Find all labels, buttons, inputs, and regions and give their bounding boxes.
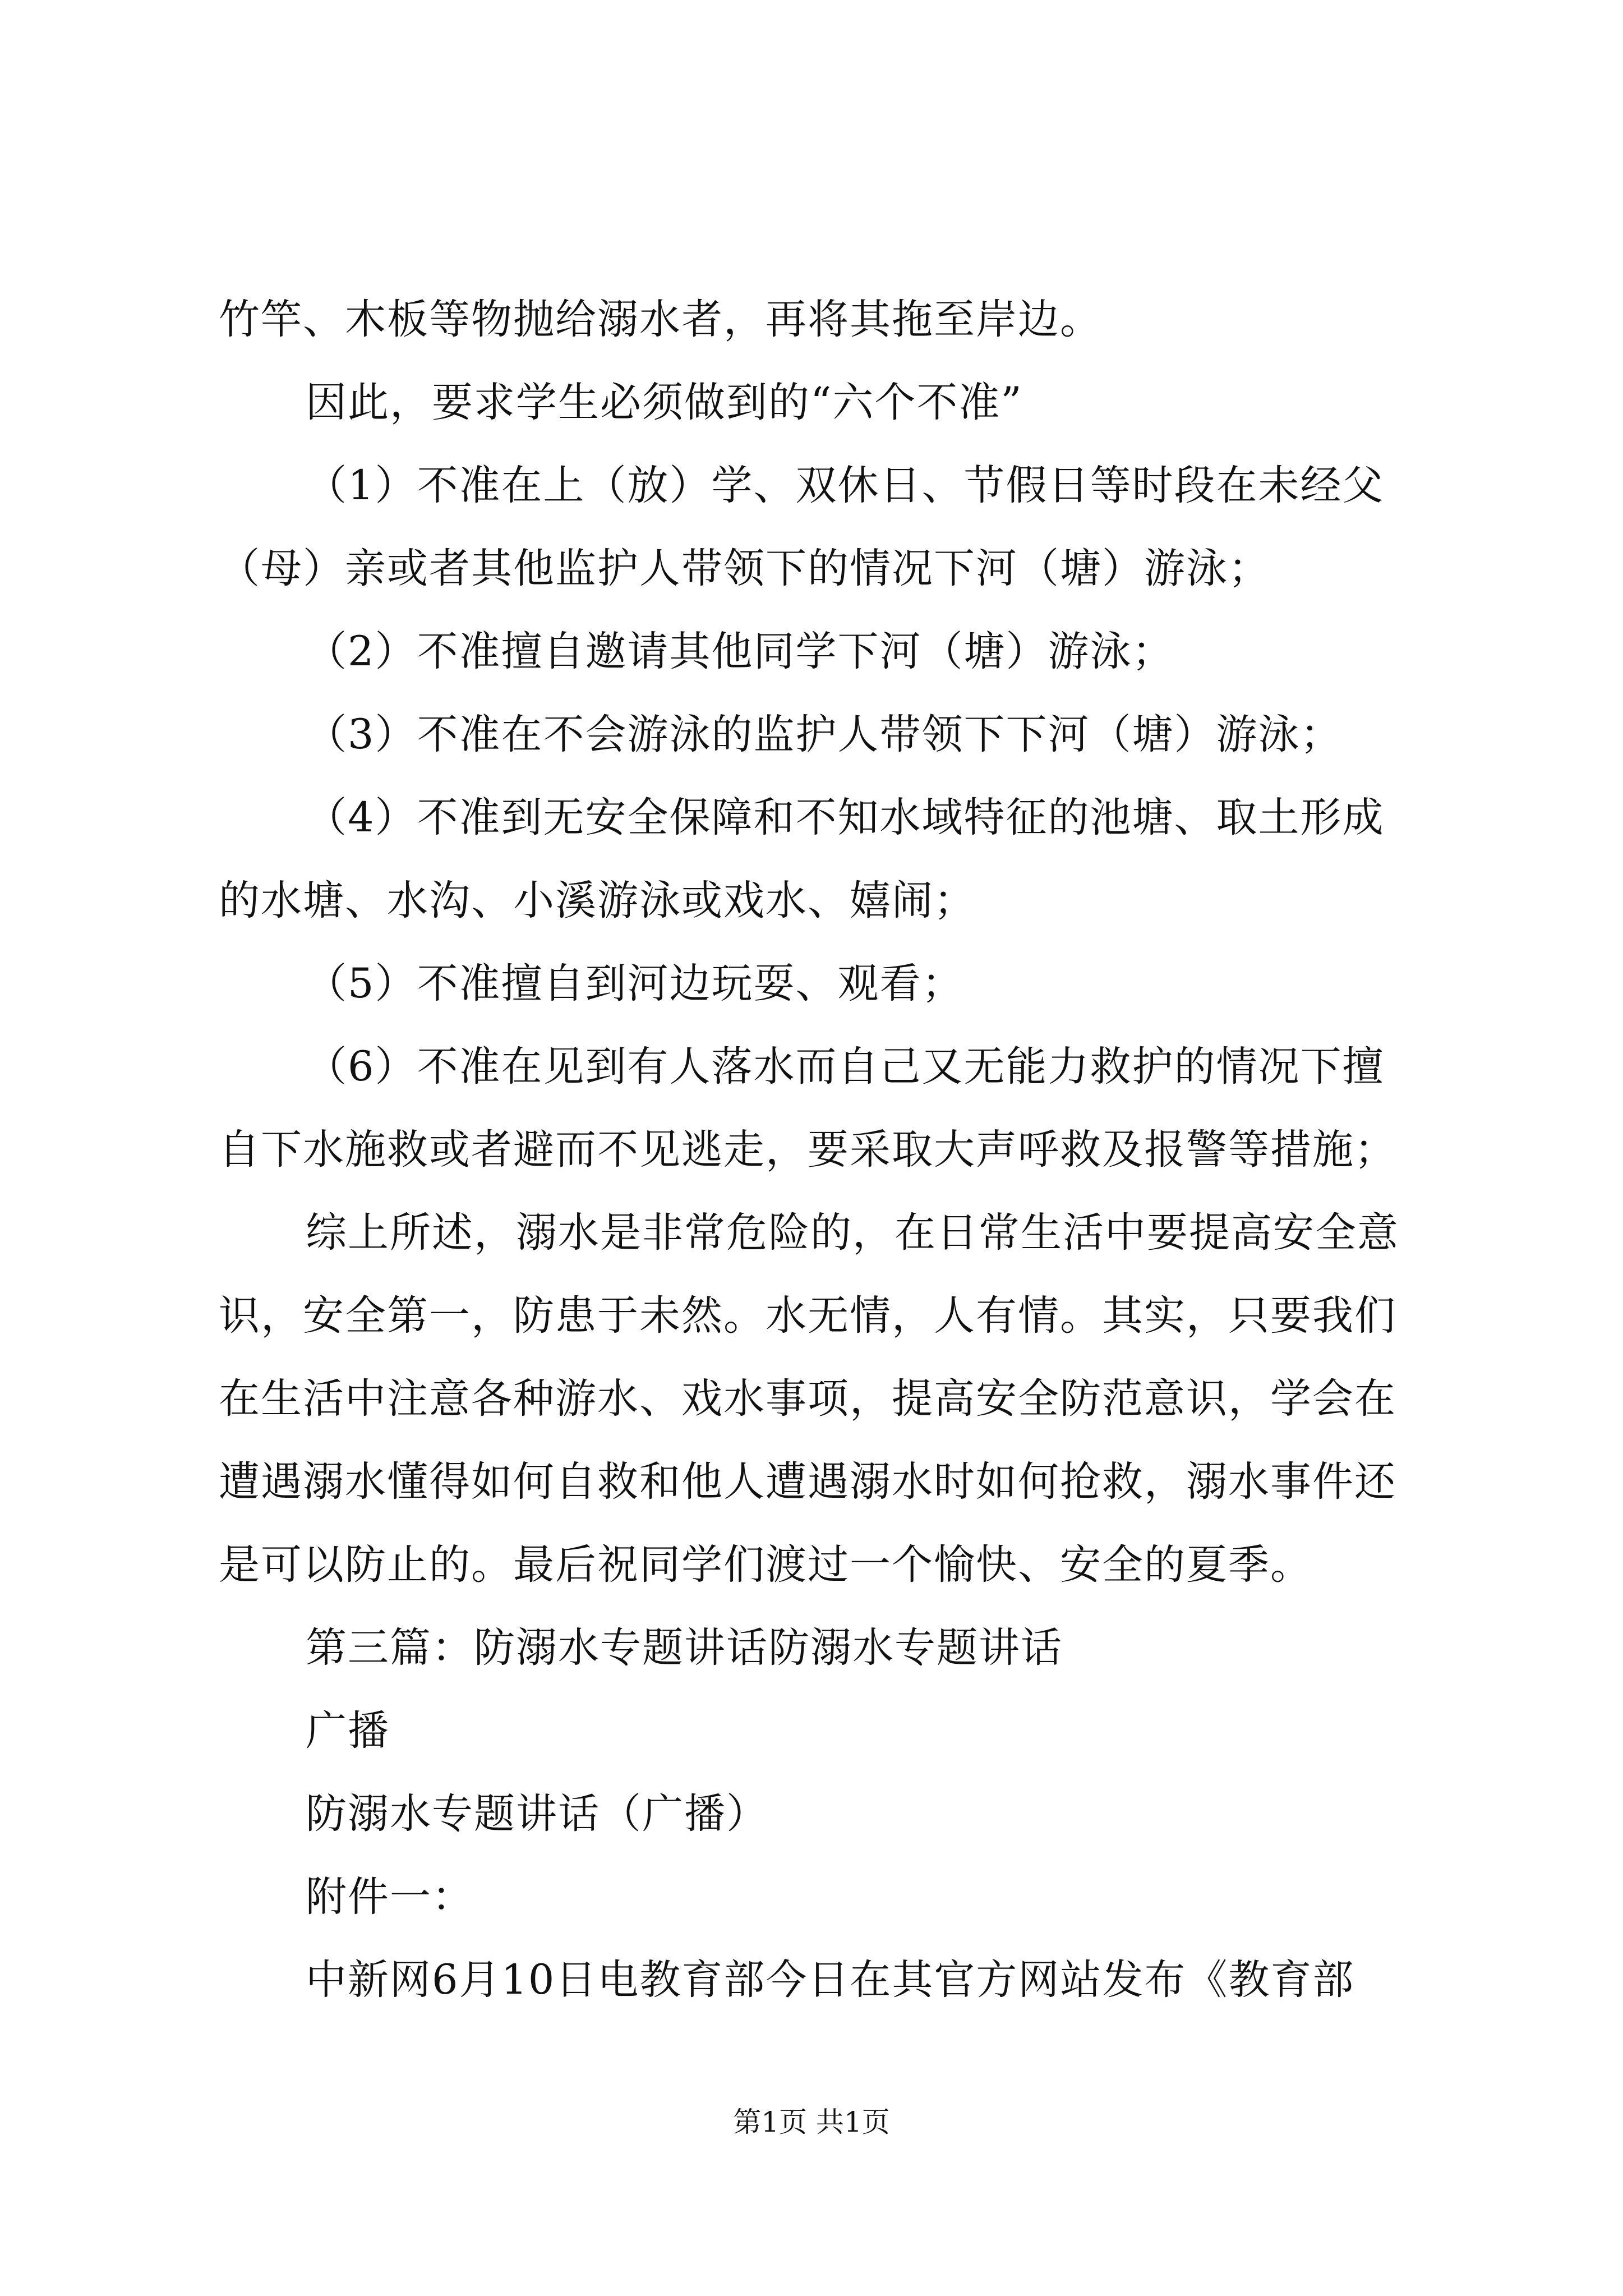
section-heading: 第三篇：防溺水专题讲话防溺水专题讲话 — [306, 1624, 1063, 1672]
text-line: 广播 — [306, 1707, 390, 1755]
text-line: 的水塘、水沟、小溪游泳或戏水、嬉闹； — [219, 877, 976, 924]
text-line: 中新网6月10日电教育部今日在其官方网站发布《教育部 — [306, 1956, 1355, 2004]
text-line: 因此，要求学生必须做到的“六个不准” — [306, 379, 1023, 426]
text-line: （3）不准在不会游泳的监护人带领下下河（塘）游泳； — [306, 711, 1343, 758]
page-footer: 第1页 共1页 — [733, 2106, 890, 2138]
text-line: 在生活中注意各种游水、戏水事项，提高安全防范意识，学会在 — [219, 1375, 1396, 1423]
text-line: 自下水施救或者避而不见逃走，要采取大声呼救及报警等措施； — [219, 1126, 1396, 1174]
text-line: 遭遇溺水懂得如何自救和他人遭遇溺水时如何抢救，溺水事件还 — [219, 1458, 1396, 1506]
text-line: 防溺水专题讲话（广播） — [306, 1790, 768, 1838]
text-line: 识，安全第一，防患于未然。水无情，人有情。其实，只要我们 — [219, 1292, 1396, 1340]
text-line: （6）不准在见到有人落水而自己又无能力救护的情况下擅 — [306, 1043, 1385, 1091]
text-line: （2）不准擅自邀请其他同学下河（塘）游泳； — [306, 628, 1174, 675]
text-line: 附件一： — [306, 1873, 474, 1921]
text-line: （母）亲或者其他监护人带领下的情况下河（塘）游泳； — [219, 545, 1270, 592]
text-line: （5）不准擅自到河边玩耍、观看； — [306, 960, 964, 1007]
text-line: 综上所述，溺水是非常危险的，在日常生活中要提高安全意 — [306, 1209, 1399, 1257]
text-line: （4）不准到无安全保障和不知水域特征的池塘、取土形成 — [306, 794, 1385, 841]
text-line: 竹竿、木板等物抛给溺水者，再将其拖至岸边。 — [219, 296, 1102, 343]
text-line: 是可以防止的。最后祝同学们渡过一个愉快、安全的夏季。 — [219, 1541, 1312, 1589]
text-line: （1）不准在上（放）学、双休日、节假日等时段在未经父 — [306, 462, 1385, 509]
